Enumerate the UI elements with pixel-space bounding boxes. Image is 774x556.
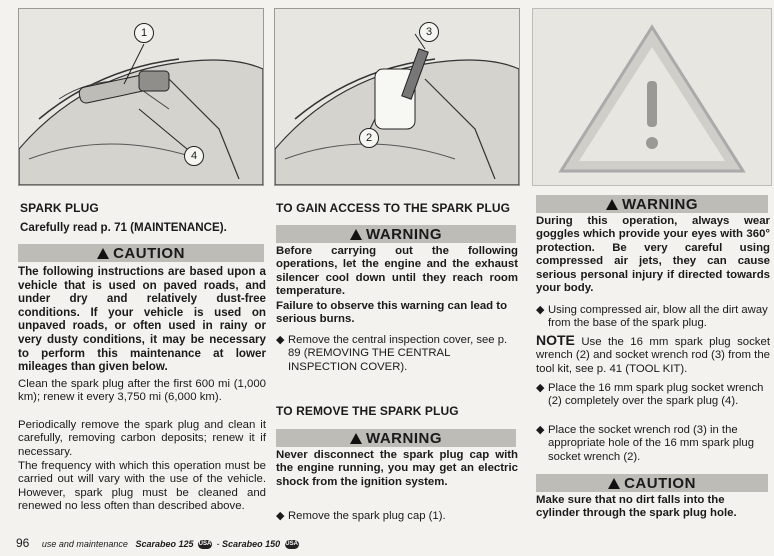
callout-3: 3	[419, 22, 439, 42]
read-reference: Carefully read p. 71 (MAINTENANCE).	[20, 221, 227, 234]
warning-label: WARNING	[366, 225, 442, 243]
warning-banner-3	[536, 195, 768, 213]
caution-banner-2	[536, 474, 768, 492]
warning-triangle-icon	[350, 229, 362, 240]
caution-label: CAUTION	[624, 474, 696, 492]
bullet-place-rod	[536, 424, 770, 464]
bullet-diamond-icon: ◆	[276, 334, 285, 346]
caution-banner-1	[18, 244, 264, 262]
warning-triangle-icon	[350, 433, 362, 444]
page-footer	[16, 536, 301, 550]
page-number: 96	[16, 536, 30, 550]
periodic-removal-paragraph: Periodically remove the spark plug and clean it carefully, removing carbon deposits; renew it if necessary.	[18, 419, 266, 458]
caution-text-1: The following instructions are based upon a vehicle that is used on paved roads, and under dry and relatively dust-free conditions. If your vehicle is used on unpaved roads, or often used in rainy or very dusty conditions, it may be necessary to perform this maintenance at lower mileages than given below.	[18, 265, 266, 374]
warning-label: WARNING	[622, 195, 698, 213]
usa-badge-icon: USA	[198, 541, 212, 548]
footer-model-150: Scarabeo 150	[222, 539, 281, 549]
figure-socket-wrench	[274, 8, 520, 186]
warning2-text: Never disconnect the spark plug cap with the engine running, you may get an electric shock from the ignition system.	[276, 449, 518, 488]
bullet-compressed-air-text: Using compressed air, blow all the dirt away from the base of the spark plug.	[548, 304, 768, 330]
caution-triangle-icon	[608, 478, 620, 489]
bullet-remove-cover-text: Remove the central inspection cover, see p. 89 (REMOVING THE CENTRAL INSPECTION COVER).	[288, 334, 508, 373]
caution-label: CAUTION	[113, 244, 185, 262]
bullet-remove-cap	[276, 510, 518, 523]
bullet-remove-cover	[276, 334, 518, 374]
warning-banner-2	[276, 429, 516, 447]
bullet-place-rod-text: Place the socket wrench rod (3) in the appropriate hole of the 16 mm spark plug socket wrench (2).	[548, 424, 754, 463]
bullet-place-wrench-text: Place the 16 mm spark plug socket wrench (2) completely over the spark plug (4).	[548, 382, 764, 408]
bullet-remove-cap-text: Remove the spark plug cap (1).	[288, 510, 446, 522]
bullet-diamond-icon: ◆	[536, 382, 545, 394]
clean-interval-paragraph: Clean the spark plug after the first 600 mi (1,000 km); renew it every 3,750 mi (6,000 km).	[18, 378, 266, 404]
large-warning-triangle-icon	[533, 9, 771, 185]
note-label: NOTE	[536, 332, 575, 348]
bullet-compressed-air	[536, 304, 770, 331]
caution-text-2: Make sure that no dirt falls into the cylinder through the spark plug hole.	[536, 494, 737, 520]
note-text: Use the 16 mm spark plug socket wrench (2) and socket wrench rod (3) from the tool kit, see p. 41 (TOOL KIT).	[536, 336, 770, 375]
section-heading-remove: TO REMOVE THE SPARK PLUG	[276, 404, 459, 418]
footer-model-125: Scarabeo 125	[135, 539, 194, 549]
footer-separator: -	[216, 539, 220, 549]
frequency-paragraph: The frequency with which this operation must be carried out will vary with the use of the vehicle. However, spark plug must be cleaned and renewed no less often than described above.	[18, 460, 266, 513]
warning1-text: Before carrying out the following operations, let the engine and the exhaust silencer cool down until they reach room temperature.	[276, 245, 518, 298]
warning-triangle-icon	[606, 199, 618, 210]
bullet-diamond-icon: ◆	[276, 510, 285, 522]
figure-spark-plug-cap	[18, 8, 264, 186]
section-heading-access: TO GAIN ACCESS TO THE SPARK PLUG	[276, 201, 511, 215]
engine-illustration-2	[275, 9, 519, 185]
caution-triangle-icon	[97, 248, 109, 259]
bullet-diamond-icon: ◆	[536, 304, 545, 316]
warning-banner-1	[276, 225, 516, 243]
warning-label: WARNING	[366, 429, 442, 447]
usa-badge-icon: USA	[285, 541, 298, 548]
footer-manual-title: use and maintenance	[41, 539, 128, 549]
note-paragraph	[536, 334, 770, 376]
section-heading-spark-plug: SPARK PLUG	[20, 201, 99, 215]
figure-warning-symbol	[532, 8, 772, 186]
callout-1: 1	[134, 23, 154, 43]
bullet-place-wrench	[536, 382, 770, 409]
warning1-text-burns: Failure to observe this warning can lead to serious burns.	[276, 300, 508, 326]
bullet-diamond-icon: ◆	[536, 424, 545, 436]
callout-2: 2	[359, 128, 379, 148]
callout-4: 4	[184, 146, 204, 166]
warning3-text: During this operation, always wear goggles which provide your eyes with 360° protection. Be very careful using compressed air jets, they can cause serious personal injury if directed towards your body.	[536, 215, 770, 295]
